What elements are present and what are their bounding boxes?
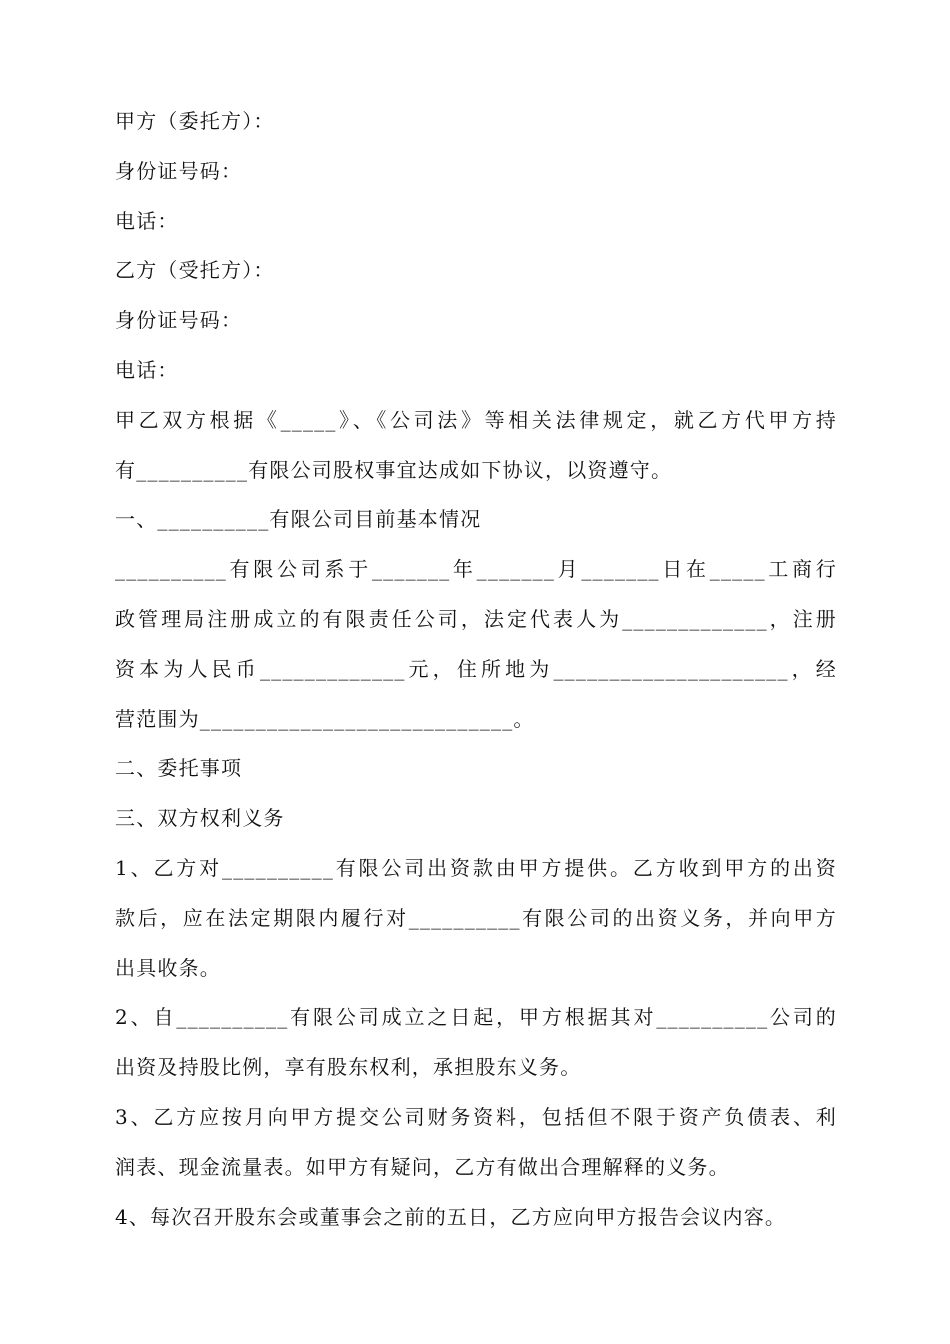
preamble-line-2: 有__________有限公司股权事宜达成如下协议，以资遵守。 (115, 457, 673, 482)
section-3-heading: 三、双方权利义务 (115, 806, 285, 831)
clause-2-line-2: 出资及持股比例，享有股东权利，承担股东义务。 (115, 1055, 582, 1080)
section-1-line-3: 资本为人民币_____________元，住所地为_____________________，经 (115, 656, 837, 681)
clause-1-line-3: 出具收条。 (115, 955, 221, 980)
section-1-heading: 一、__________有限公司目前基本情况 (115, 507, 482, 532)
clause-1-line-2: 款后，应在法定期限内履行对__________有限公司的出资义务，并向甲方 (115, 905, 837, 930)
party-a-phone-label: 电话： (115, 208, 179, 233)
clause-4-line-1: 4、每次召开股东会或董事会之前的五日，乙方应向甲方报告会议内容。 (115, 1204, 787, 1229)
clause-1-line-1: 1、乙方对__________有限公司出资款由甲方提供。乙方收到甲方的出资 (115, 855, 837, 880)
party-b-label: 乙方（受托方）： (115, 258, 275, 283)
document-body (115, 97, 837, 1242)
section-2-heading: 二、委托事项 (115, 756, 243, 781)
section-1-line-2: 政管理局注册成立的有限责任公司，法定代表人为_____________，注册 (115, 606, 837, 631)
party-a-id-label: 身份证号码： (115, 158, 243, 183)
clause-3-line-1: 3、乙方应按月向甲方提交公司财务资料，包括但不限于资产负债表、利 (115, 1104, 837, 1129)
clause-3-line-2: 润表、现金流量表。如甲方有疑问，乙方有做出合理解释的义务。 (115, 1154, 730, 1179)
clause-2-line-1: 2、自__________有限公司成立之日起，甲方根据其对__________公司的 (115, 1005, 837, 1030)
party-b-id-label: 身份证号码： (115, 308, 243, 333)
section-1-line-4: 营范围为____________________________。 (115, 706, 535, 731)
section-1-line-1: __________有限公司系于_______年_______月_______日在_____工商行 (115, 557, 837, 582)
party-b-phone-label: 电话： (115, 357, 179, 382)
preamble-line-1: 甲乙双方根据《_____》、《公司法》等相关法律规定，就乙方代甲方持 (115, 407, 837, 432)
party-a-label: 甲方（委托方）： (115, 109, 275, 133)
